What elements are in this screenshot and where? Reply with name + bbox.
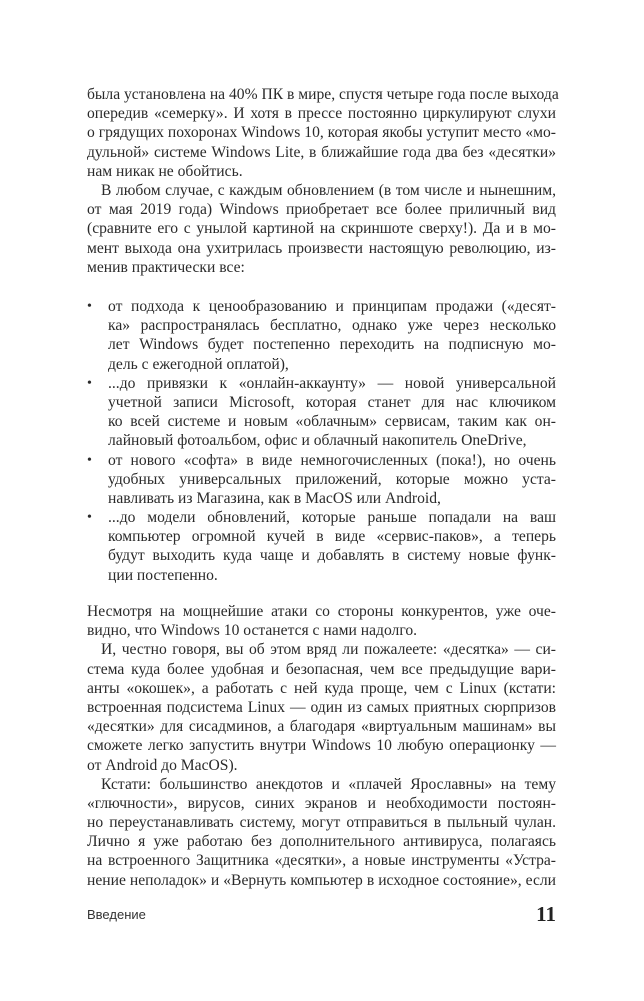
text-line: от Android до MacOS). (87, 756, 238, 774)
intro-paragraphs (87, 85, 559, 277)
paragraph (87, 602, 556, 640)
feature-bullet-list (87, 297, 556, 585)
text-line: дульной» системе Windows Lite, в ближайшие года два без «десятки» (87, 143, 556, 161)
text-line: мент выхода она ухитрилась произвести настоящую революцию, из- (87, 239, 556, 257)
text-line: Лично я уже работаю без дополнительного антивируса, полагаясь (87, 833, 556, 851)
text-line: (сравните его с унылой картиной на скриншоте сверху!). Да и в мо- (87, 220, 556, 238)
text-line: лайновый фотоальбом, офис и облачный накопитель OneDrive, (108, 432, 527, 450)
text-line: ...до привязки к «онлайн-аккаунту» — новой универсальной (108, 374, 556, 392)
text-line: сможете легко запустить внутри Windows 10 любую операционку — (87, 737, 556, 755)
text-line: от подхода к ценообразованию и принципам продажи («десят- (108, 298, 556, 315)
text-line: была установлена на 40% ПК в мире, спустя четыре года после выхода (87, 86, 559, 103)
text-line: лет Windows будет постепенно переходить на подписную мо- (108, 336, 556, 354)
list-item (87, 374, 556, 451)
text-line: стема куда более удобная и безопасная, чем все предыдущие вари- (87, 660, 556, 678)
text-line: «глючности», вирусов, синих экранов и необходимости постоян- (87, 794, 556, 812)
bullet-icon: • (87, 510, 92, 526)
text-line: «десятки» для сисадминов, а благодаря «виртуальным машинам» вы (87, 718, 556, 736)
running-footer-section-title: Введение (87, 907, 146, 922)
paragraph (87, 181, 556, 277)
text-line: на встроенного Защитника «десятки», а новые инструменты «Устра- (87, 852, 556, 870)
text-line: ко всей системе и новым «облачным» сервисам, таким как он- (108, 413, 556, 431)
text-line: учетной записи Microsoft, которая станет для нас ключиком (108, 393, 556, 411)
paragraph (87, 775, 556, 890)
text-line: ка» распространялась бесплатно, однако уже через несколько (108, 317, 556, 335)
bullet-icon: • (87, 299, 92, 314)
text-line: анты «окошек», а работать с ней куда проще, чем с Linux (кстати: (87, 679, 556, 697)
list-item (87, 451, 556, 509)
paragraph (87, 85, 559, 181)
text-line: встроенная подсистема Linux — один из самых приятных сюрпризов (87, 698, 556, 716)
body-paragraphs (87, 602, 556, 890)
list-item (87, 297, 556, 374)
text-line: удобных универсальных приложений, которые можно уста- (108, 470, 556, 488)
page-number: 11 (536, 902, 556, 926)
text-line: компьютер огромной кучей в виде «сервис-паков», а теперь (108, 528, 556, 546)
text-line: ции постепенно. (108, 566, 218, 584)
bullet-icon: • (87, 375, 92, 391)
text-line: от нового «софта» в виде немногочисленных (пока!), но очень (108, 451, 556, 469)
text-line: ...до модели обновлений, которые раньше попадали на ваш (108, 509, 556, 527)
text-line: И, честно говоря, вы об этом вряд ли пожалеете: «десятка» — си- (101, 641, 556, 659)
text-line: Несмотря на мощнейшие атаки со стороны конкурентов, уже оче- (87, 603, 556, 620)
list-item (87, 508, 556, 585)
bullet-icon: • (87, 452, 92, 468)
text-line: но переустанавливать систему, могут отправиться в пыльный чулан. (87, 814, 556, 832)
text-line: о грядущих похоронах Windows 10, которая якобы уступит место «мо- (87, 124, 556, 142)
text-line: В любом случае, с каждым обновлением (в том числе и нынешним, (101, 181, 556, 199)
text-line: будут выходить куда чаще и добавлять в систему новые функ- (108, 547, 556, 565)
text-line: навливать из Магазина, как в MacOS или Android, (108, 489, 441, 507)
text-line: видно, что Windows 10 останется с нами надолго. (87, 622, 418, 640)
text-line: от мая 2019 года) Windows приобретает все более приличный вид (87, 201, 556, 219)
text-line: нам никак не обойтись. (87, 162, 243, 180)
text-line: Кстати: большинство анекдотов и «плачей Ярославны» на тему (101, 775, 556, 793)
text-line: нение неполадок» и «Вернуть компьютер в исходное состояние», если (87, 871, 556, 889)
text-line: опередив «семерку». И хотя в прессе постоянно циркулируют слухи (87, 105, 556, 123)
paragraph (87, 640, 556, 774)
text-line: дель с ежегодной оплатой), (108, 355, 289, 373)
text-line: менив практически все: (87, 258, 245, 276)
